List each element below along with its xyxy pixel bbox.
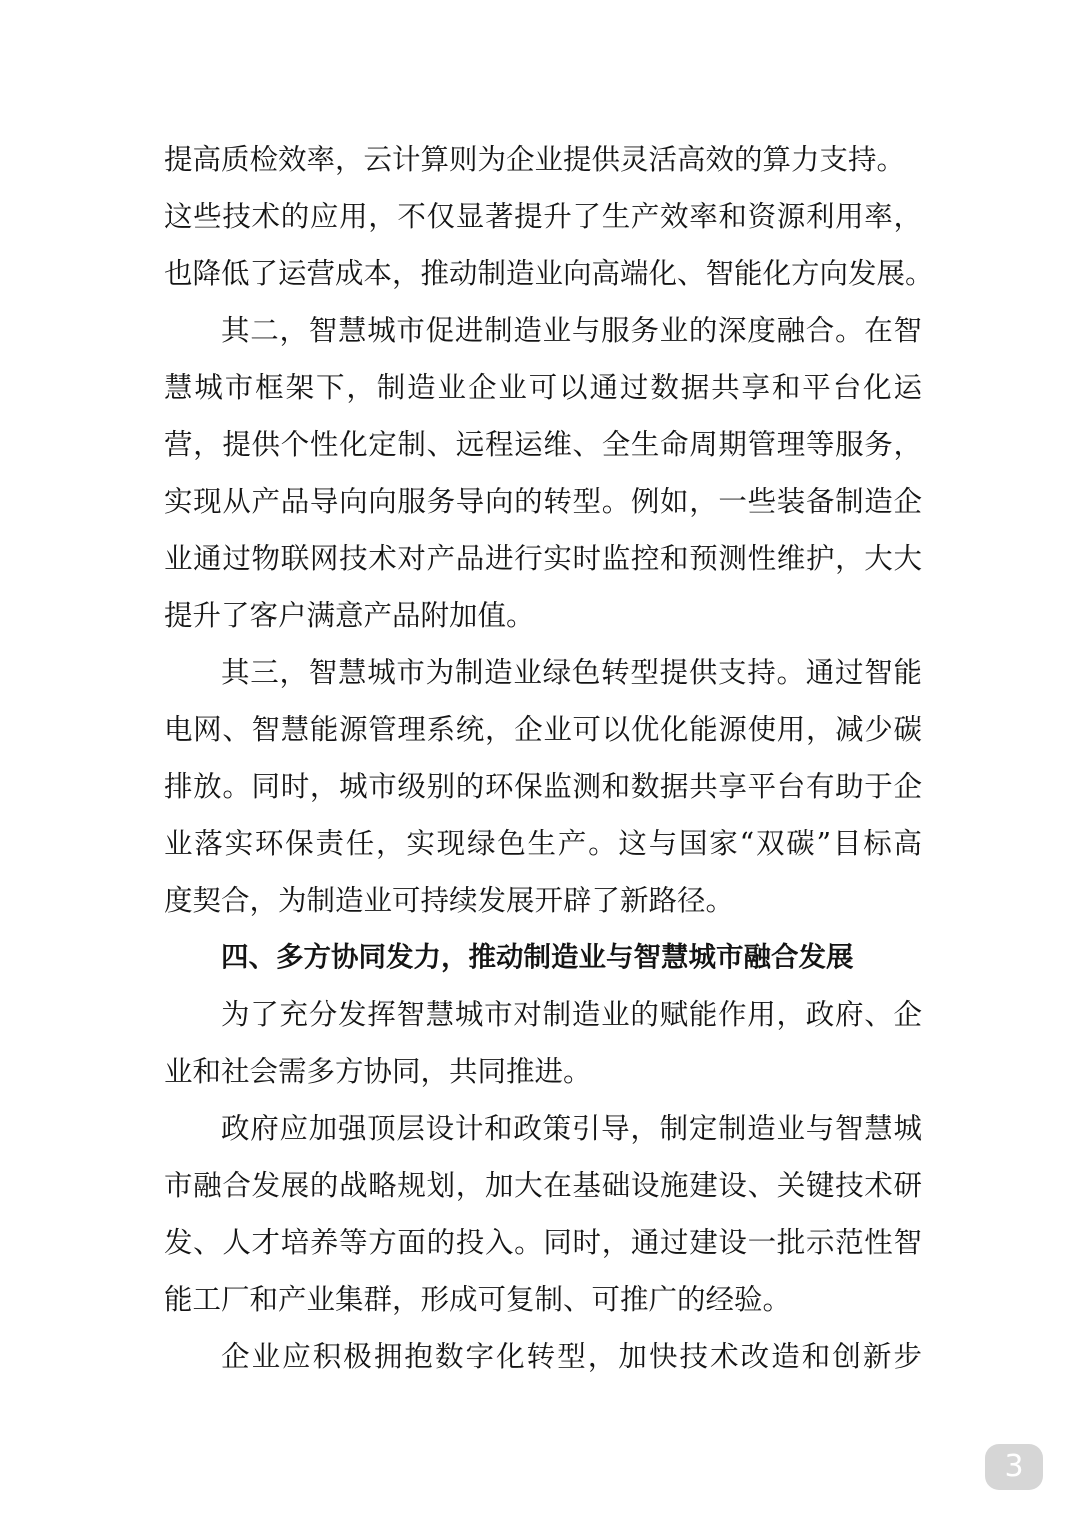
text-line: 慧城市框架下，制造业企业可以通过数据共享和平台化运 [164,371,922,404]
paragraph-first-line: 政府应加强顶层设计和政策引导，制定制造业与智慧城 [221,1112,922,1145]
text-line: 这些技术的应用，不仅显著提升了生产效率和资源利用率， [164,200,922,233]
text-line: 市融合发展的战略规划，加大在基础设施建设、关键技术研 [164,1169,922,1202]
text-line: 也降低了运营成本，推动制造业向高端化、智能化方向发展。 [164,257,934,290]
text-line: 业和社会需多方协同，共同推进。 [164,1055,592,1088]
paragraph-first-line: 企业应积极拥抱数字化转型，加快技术改造和创新步 [221,1340,922,1373]
text-line: 营，提供个性化定制、远程运维、全生命周期管理等服务， [164,428,922,461]
text-line: 提升了客户满意产品附加值。 [164,599,535,632]
paragraph-first-line: 为了充分发挥智慧城市对制造业的赋能作用，政府、企 [221,998,922,1031]
text-line: 业通过物联网技术对产品进行实时监控和预测性维护，大大 [164,542,922,575]
page-number-badge: 3 [985,1444,1043,1490]
text-line: 度契合，为制造业可持续发展开辟了新路径。 [164,884,735,917]
text-line: 提高质检效率，云计算则为企业提供灵活高效的算力支持。 [164,143,906,176]
text-line: 发、人才培养等方面的投入。同时，通过建设一批示范性智 [164,1226,922,1259]
section-heading: 四、多方协同发力，推动制造业与智慧城市融合发展 [221,941,854,973]
text-line: 排放。同时，城市级别的环保监测和数据共享平台有助于企 [164,770,922,803]
text-line: 电网、智慧能源管理系统，企业可以优化能源使用，减少碳 [164,713,922,746]
text-line: 业落实环保责任，实现绿色生产。这与国家“双碳”目标高 [164,827,922,860]
text-line: 实现从产品导向向服务导向的转型。例如，一些装备制造企 [164,485,922,518]
text-line: 能工厂和产业集群，形成可复制、可推广的经验。 [164,1283,792,1316]
document-page [164,131,934,1385]
paragraph-first-line: 其二，智慧城市促进制造业与服务业的深度融合。在智 [221,314,922,347]
paragraph-first-line: 其三，智慧城市为制造业绿色转型提供支持。通过智能 [221,656,922,689]
